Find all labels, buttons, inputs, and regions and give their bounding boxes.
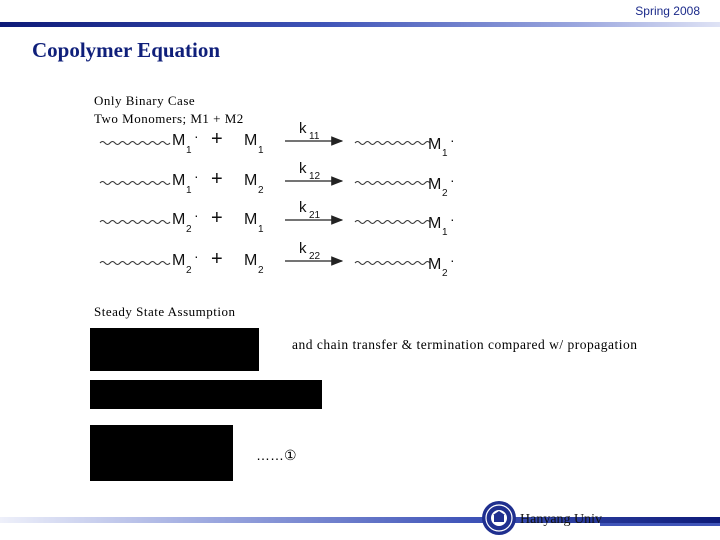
rate-constant-subscript: 11 (309, 131, 320, 142)
product-dot: · (450, 132, 455, 148)
intro-line-1: Only Binary Case (94, 93, 196, 108)
radical-dot: · (194, 168, 199, 184)
plus-sign: + (211, 128, 223, 150)
radical-subscript: 1 (186, 145, 192, 156)
rate-constant-subscript: 12 (309, 171, 321, 182)
intro-line-2: Two Monomers; M1 + M2 (94, 111, 244, 126)
redacted-equation-3 (90, 425, 233, 481)
rate-constant-subscript: 21 (309, 210, 321, 221)
product-symbol: M (428, 176, 442, 193)
monomer-subscript: 1 (258, 224, 264, 235)
reactant-chain (100, 262, 170, 265)
monomer-symbol: M (244, 172, 258, 189)
radical-dot: · (194, 248, 199, 264)
radical-symbol: M (172, 252, 186, 269)
redacted-equation-2 (90, 380, 322, 409)
monomer-subscript: 1 (258, 145, 264, 156)
redacted-equation-1 (90, 328, 259, 371)
product-symbol: M (428, 256, 442, 273)
product-chain (355, 221, 430, 224)
radical-dot: · (194, 207, 199, 223)
product-subscript: 2 (442, 268, 448, 279)
monomer-symbol: M (244, 132, 258, 149)
rate-constant: k (299, 240, 307, 257)
monomer-subscript: 2 (258, 185, 264, 196)
steady-state-heading: Steady State Assumption (94, 304, 236, 319)
reactant-chain (100, 142, 170, 145)
rate-constant-subscript: 22 (309, 251, 321, 262)
radical-subscript: 2 (186, 265, 192, 276)
university-seal-icon (481, 500, 517, 536)
product-symbol: M (428, 136, 442, 153)
plus-sign: + (211, 168, 223, 190)
rate-constant: k (299, 160, 307, 177)
page-title: Copolymer Equation (32, 38, 221, 62)
monomer-symbol: M (244, 211, 258, 228)
radical-subscript: 1 (186, 185, 192, 196)
radical-dot: · (194, 128, 199, 144)
reactant-chain (100, 182, 170, 185)
radical-subscript: 2 (186, 224, 192, 235)
plus-sign: + (211, 248, 223, 270)
radical-symbol: M (172, 172, 186, 189)
product-dot: · (450, 211, 455, 227)
product-chain (355, 182, 430, 185)
equation-number-marker: ……① (256, 447, 297, 463)
product-chain (355, 142, 430, 145)
product-dot: · (450, 252, 455, 268)
plus-sign: + (211, 207, 223, 229)
product-subscript: 2 (442, 188, 448, 199)
reactant-chain (100, 221, 170, 224)
product-dot: · (450, 172, 455, 188)
rate-constant: k (299, 199, 307, 216)
radical-symbol: M (172, 132, 186, 149)
monomer-symbol: M (244, 252, 258, 269)
bottom-accent-stripe (600, 523, 720, 526)
assumption-note: and chain transfer & termination compared w/ propagation (292, 337, 638, 352)
radical-symbol: M (172, 211, 186, 228)
university-name: Hanyang Univ (520, 512, 603, 527)
product-chain (355, 262, 430, 265)
product-symbol: M (428, 215, 442, 232)
season-label: Spring 2008 (635, 4, 700, 18)
product-subscript: 1 (442, 148, 448, 159)
rate-constant: k (299, 120, 307, 137)
product-subscript: 1 (442, 227, 448, 238)
monomer-subscript: 2 (258, 265, 264, 276)
